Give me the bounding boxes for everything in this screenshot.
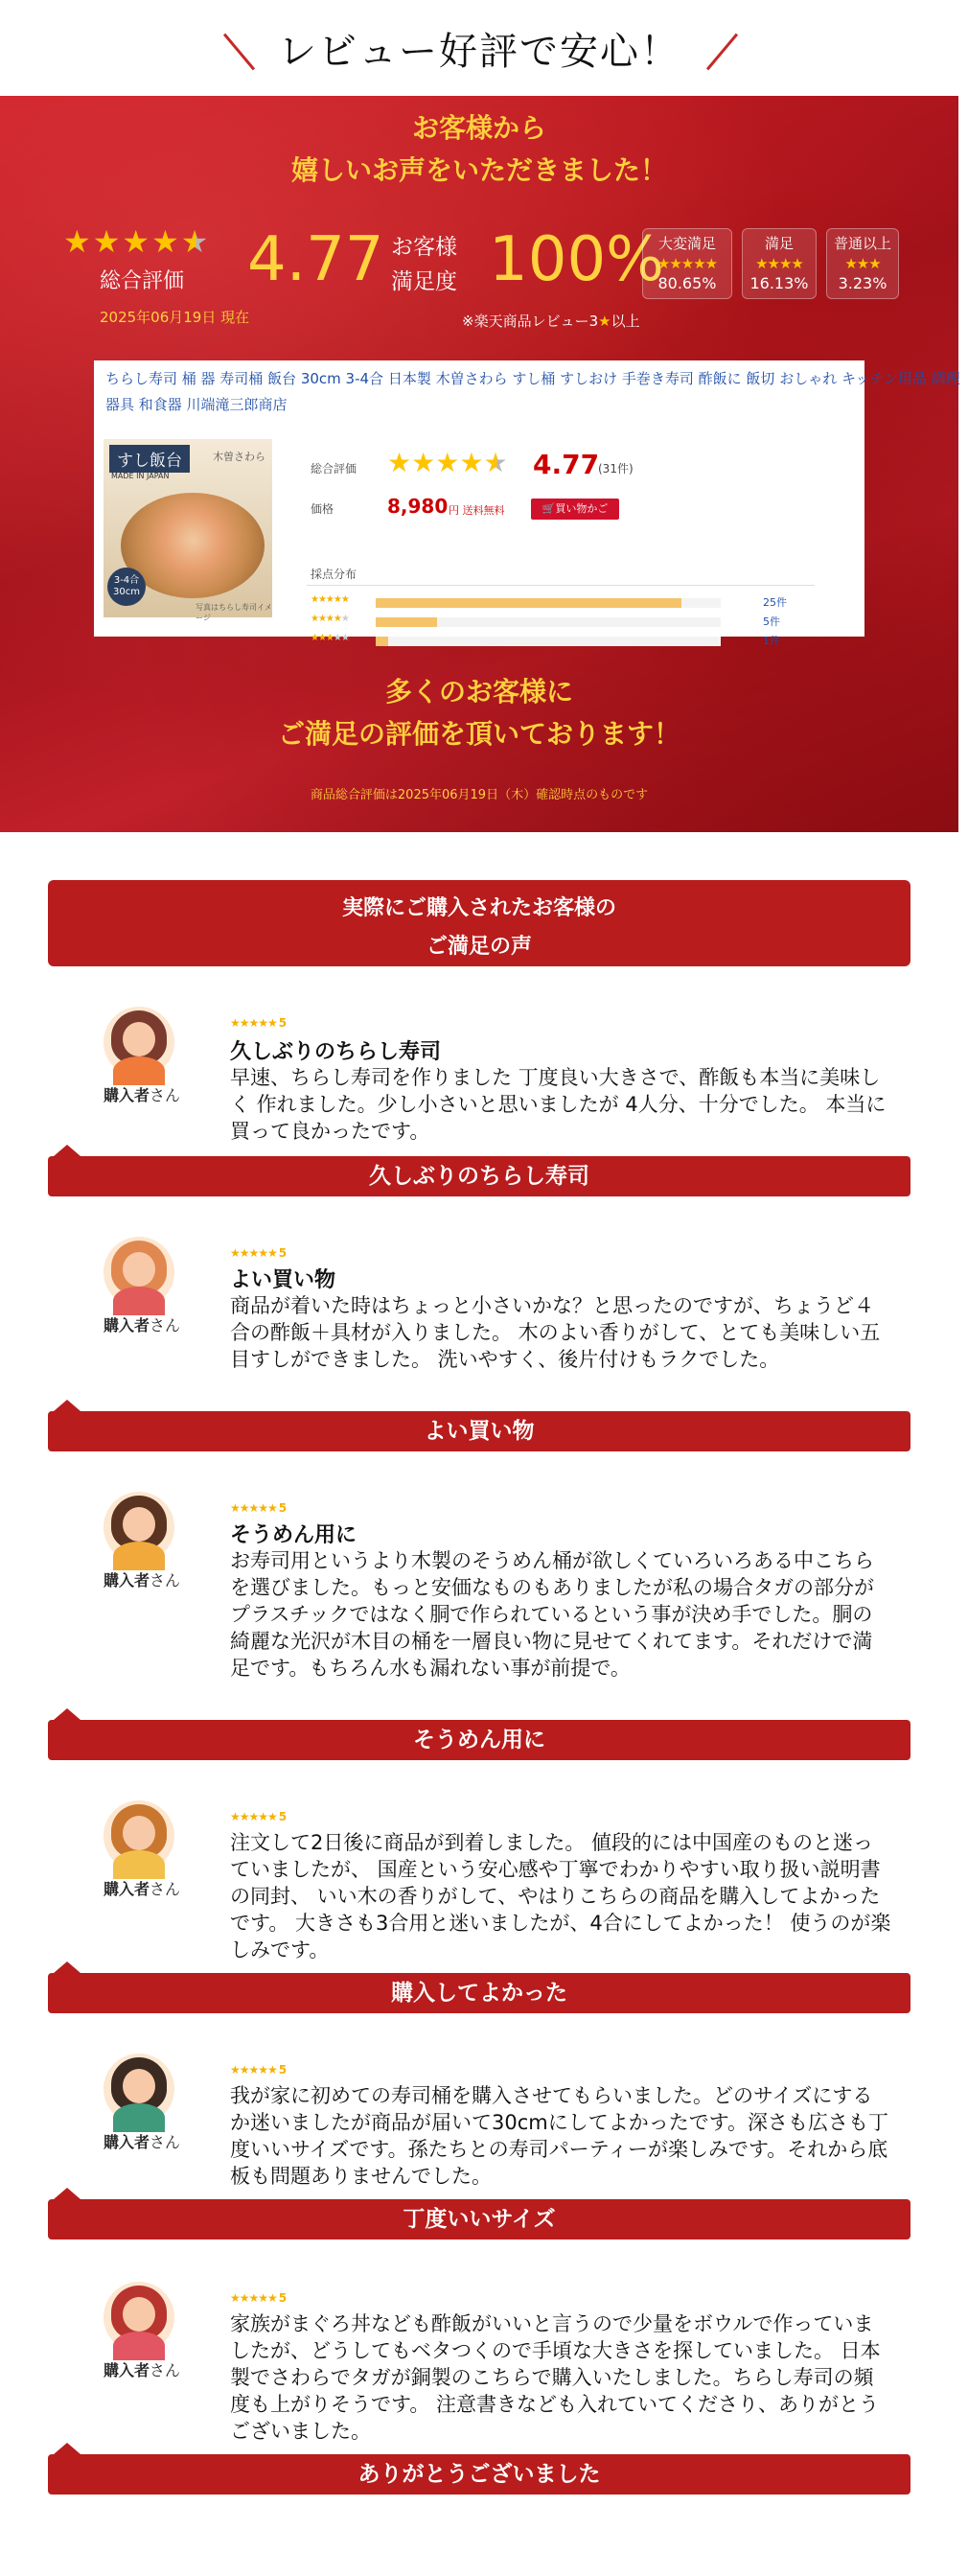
review-text: 早速、ちらし寿司を作りました 丁度良い大きさで、酢飯も本当に美味しく 作れました。少し小さいと思いましたが 4人分、十分でした。 本当に買って良かったです。: [230, 1066, 887, 1143]
user-avatar-icon: [104, 2282, 174, 2353]
product-score: 4.77: [533, 449, 600, 480]
buyer-label: 購入者さん: [103, 1086, 181, 1104]
cart-icon: 🛒: [542, 502, 556, 515]
image-made: MADE IN JAPAN: [111, 472, 170, 480]
review-text: 我が家に初めての寿司桶を購入させてもらいました。どのサイズにするか迷いましたが商品が届いて30cmにしてよかったです。深さも広さも丁度いいサイズです。孫たちとの寿司パーティーが楽しみです。それから底板も問題ありませんでした。: [230, 2084, 889, 2188]
review-text: 家族がまぐろ丼なども酢飯がいいと言うので少量をボウルで作っていましたが、どうしてもベタつくので手頃な大きさを探していました。 日本製でさわらでタガが銅製のこちらで購入いたしました。ちらし寿司の頻度も上がりそうです。 注意書きなども入れていてくださり、ありがとうございました。: [230, 2312, 881, 2443]
distribution-fill: [376, 617, 437, 627]
review-stars: ★★★★★ 5: [230, 2063, 287, 2077]
user-avatar-icon: [104, 1237, 174, 1308]
star-icon: ★: [151, 223, 179, 260]
image-caption: 写真はちらし寿司イメージ: [196, 603, 272, 622]
stars-icon: ★★★: [844, 255, 881, 272]
satisfaction-label: お客様 満足度: [391, 235, 457, 294]
distribution-bar: [376, 598, 721, 608]
star-icon: ★: [598, 313, 611, 330]
product-title[interactable]: ちらし寿司 桶 器 寿司桶 飯台 30cm 3-4合 日本製 木曽さわら すし桶 すしおけ 手巻き寿司 酢飯に 飯切 おしゃれ キッチン用品 調理器具 和食器 川端滝三郎商店: [105, 370, 960, 413]
rating-label: 総合評価: [311, 462, 357, 476]
buyer-label: 購入者さん: [103, 2361, 181, 2379]
price-value: 8,980: [387, 495, 449, 518]
star-icon: ★: [122, 223, 150, 260]
stars-icon: ★★★★★: [230, 1246, 277, 1260]
review-summary-bar: 丁度いいサイズ: [48, 2199, 910, 2239]
image-tag: すし飯台: [109, 445, 190, 473]
buyer-label: 購入者さん: [103, 2133, 181, 2151]
star-icon: ★: [435, 447, 460, 478]
distribution-row: [311, 633, 847, 650]
rating-box-average: 普通以上 ★★★ 3.23%: [826, 228, 899, 299]
review-summary-bar: ありがとうございました: [48, 2454, 910, 2495]
image-tag-sub: 木曽さわら: [213, 451, 265, 463]
buyer-label: 購入者さん: [103, 1571, 181, 1590]
user-avatar-icon: [104, 2054, 174, 2124]
star-icon: ★: [92, 223, 121, 260]
stars-icon: ★★★★: [755, 255, 803, 272]
half-star-icon: ★: [483, 447, 508, 478]
product-image[interactable]: [104, 439, 272, 622]
heading-slash-left: [223, 34, 255, 71]
banner-title-line1: お客様から: [411, 112, 546, 144]
distribution-fill: [376, 598, 681, 608]
banner-bottom-line1: 多くのお客様に: [384, 676, 573, 708]
review-summary-bar: 久しぶりのちらし寿司: [48, 1156, 910, 1196]
size-badge: 3-4合 30cm: [107, 568, 146, 606]
buyer-label: 購入者さん: [103, 1880, 181, 1898]
distribution-bar: [376, 637, 721, 646]
review-stars: ★★★★★ 5: [230, 2291, 287, 2305]
banner-footnote: 商品総合評価は2025年06月19日（木）確認時点のものです: [310, 788, 649, 802]
review-text: 商品が着いた時はちょっと小さいかな？と思ったのですが、ちょうど４合の酢飯＋具材が入りました。 木のよい香りがして、とても美味しい五目すしができました。 洗いやすく、後片付けもラクでした。: [230, 1294, 881, 1371]
review-summary-bar: そうめん用に: [48, 1720, 910, 1760]
stars-icon: ★★★★★: [311, 614, 349, 624]
stars-icon: ★★★★★: [311, 633, 349, 643]
stars-icon: ★★★★★: [311, 594, 349, 605]
review-count[interactable]: (31件): [598, 462, 634, 476]
stars-icon: ★★★★★: [230, 1810, 277, 1823]
distribution-count[interactable]: 1件: [763, 635, 780, 647]
user-avatar-icon: [104, 1492, 174, 1563]
overall-stars: [63, 223, 209, 260]
review-title: 久しぶりのちらし寿司: [230, 1040, 442, 1064]
review-summary-bar: 購入してよかった: [48, 1973, 910, 2013]
section-heading: [0, 0, 958, 96]
rating-date: 2025年06月19日 現在: [100, 309, 250, 326]
product-stars: [387, 449, 508, 477]
banner-bottom-line2: ご満足の評価を頂いております！: [277, 718, 680, 750]
overall-score: 4.77: [247, 224, 384, 295]
half-star-icon: ★: [180, 223, 209, 260]
distribution-bar: [376, 617, 721, 627]
buyer-label: 購入者さん: [103, 1316, 181, 1334]
banner-title-line2: 嬉しいお声をいただきました！: [290, 154, 667, 186]
price-label: 価格: [311, 502, 334, 516]
overall-label: 総合評価: [100, 269, 185, 293]
star-icon: ★: [387, 447, 412, 478]
product-card: [94, 360, 960, 647]
distribution-row: [311, 614, 847, 631]
star-icon: ★: [411, 447, 436, 478]
review-note: ※楽天商品レビュー3★以上: [462, 313, 640, 330]
distribution-label: 採点分布: [311, 568, 357, 581]
heading-slash-right: [706, 34, 738, 71]
star-icon: ★: [63, 223, 91, 260]
review-summary-bar: よい買い物: [48, 1411, 910, 1451]
stars-icon: ★★★★★: [230, 2063, 277, 2077]
distribution-count[interactable]: 5件: [763, 615, 780, 628]
review-stars: ★★★★★ 5: [230, 1501, 287, 1515]
satisfaction-percent: 100%: [489, 224, 664, 295]
user-avatar-icon: [104, 1800, 174, 1871]
review-text: お寿司用というより木製のそうめん桶が欲しくていろいろある中こちらを選びました。もっと安価なものもありましたが私の場合タガの部分がプラスチックではなく胴で作られているという事が決め手でした。胴の綺麗な光沢が木目の桶を一層良い物に見せてくれてます。それだけで満足です。もちろん水も漏れない事が前提で。: [230, 1549, 874, 1680]
rating-box-very-satisfied: 大変満足 ★★★★★ 80.65%: [642, 228, 732, 299]
review-title: そうめん用に: [230, 1523, 357, 1547]
stars-icon: ★★★★★: [230, 2291, 277, 2305]
review-title: よい買い物: [230, 1268, 336, 1292]
distribution-count[interactable]: 25件: [763, 596, 787, 609]
rating-box-satisfied: 満足 ★★★★ 16.13%: [742, 228, 817, 299]
stars-icon: ★★★★★: [230, 1016, 277, 1030]
review-stars: ★★★★★ 5: [230, 1016, 287, 1030]
stars-icon: ★★★★★: [230, 1501, 277, 1515]
review-text: 注文して2日後に商品が到着しました。 値段的には中国産のものと迷っていましたが、 国産という安心感や丁寧でわかりやすい取り扱い説明書の同封、 いい木の香りがして、やはりこちらの商品を購入してよかったです。 大きさも3合用と迷いましたが、4合にしてよかった！ 使うのが楽しみです。: [230, 1831, 891, 1961]
page-title: レビュー好評で安心！: [278, 29, 680, 74]
star-icon: ★: [459, 447, 484, 478]
price-suffix: 円 送料無料: [449, 504, 505, 517]
user-avatar-icon: [104, 1007, 174, 1078]
stars-icon: ★★★★★: [657, 255, 718, 272]
add-to-cart-button[interactable]: 🛒買い物かご: [531, 499, 619, 520]
divider: [307, 585, 815, 586]
customer-voice-header: 実際にご購入されたお客様の ご満足の声: [48, 880, 910, 966]
review-stars: ★★★★★ 5: [230, 1246, 287, 1260]
distribution-row: [311, 594, 847, 612]
distribution-fill: [376, 637, 388, 646]
review-banner: [0, 96, 958, 832]
review-stars: ★★★★★ 5: [230, 1810, 287, 1823]
